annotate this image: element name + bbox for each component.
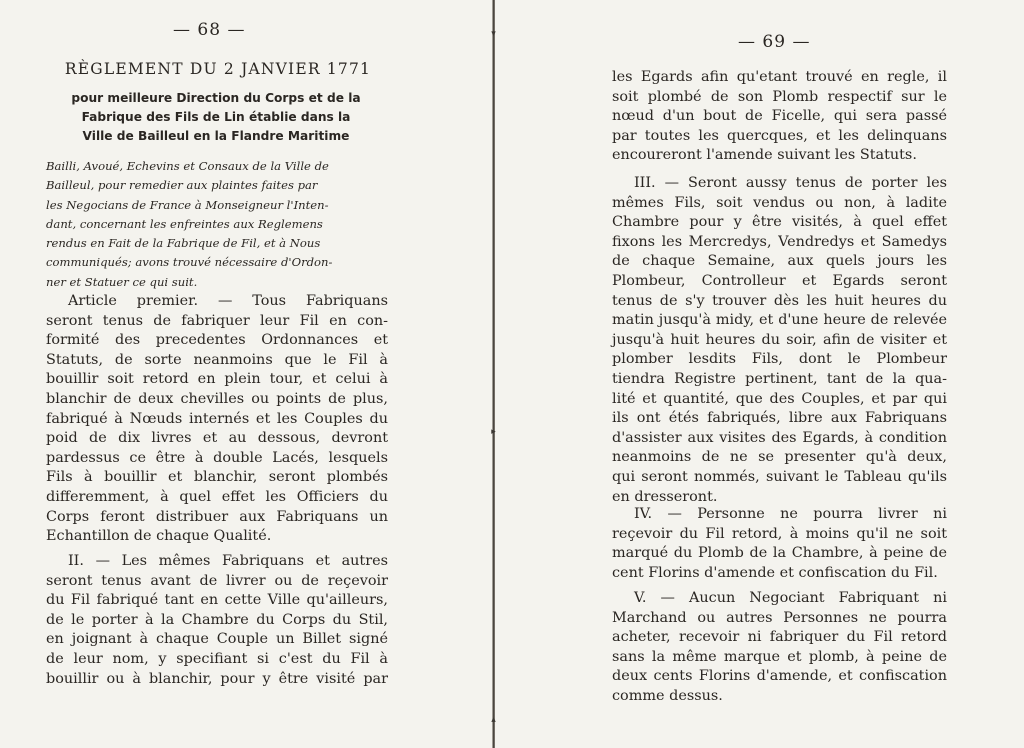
article-line: par toutes les quercques, et les delinquans	[612, 127, 947, 144]
binding-mark-bottom: ▴	[491, 715, 496, 725]
article-line: Article premier. — Tous Fabriquans	[68, 293, 388, 309]
article-line: differemment, à quel effet les Officiers du	[46, 488, 388, 505]
article-line: III. — Seront aussy tenus de porter les	[634, 175, 947, 191]
article-line: soit plombé de son Plomb respectif sur le	[612, 88, 947, 105]
article-line: seront tenus de fabriquer leur Fil en con-	[46, 312, 388, 329]
binding-mark-top: ▾	[491, 29, 496, 39]
article-line: poid de dix livres et au dessous, devront	[46, 430, 388, 447]
article-line: Echantillon de chaque Qualité.	[46, 528, 272, 545]
article-line: formité des precedentes Ordonnances et	[46, 332, 388, 349]
article-line: tiendra Registre pertinent, tant de la qua-	[612, 370, 947, 387]
preamble-line: ner et Statuer ce qui suit.	[46, 274, 198, 289]
right-page	[612, 0, 957, 748]
subtitle-line: Fabrique des Fils de Lin établie dans la	[81, 110, 351, 124]
article-line: de le porter à la Chambre du Corps du Stil,	[46, 611, 388, 628]
article-line: en dresseront.	[612, 488, 718, 505]
article-line: cent Florins d'amende et confiscation du Fil.	[612, 564, 938, 581]
page-number-left: — 68 —	[173, 20, 246, 40]
article-line: marqué du Plomb de la Chambre, à peine de	[612, 545, 947, 562]
article-line: de chaque Semaine, aux quels jours les	[612, 253, 947, 270]
article-line: lité et quantité, que des Couples, et par qui	[612, 390, 947, 407]
article-line: bouillir ou à blanchir, pour y être visité par	[46, 670, 388, 687]
article-line: Fils à bouillir et blanchir, seront plombés	[46, 469, 388, 486]
left-page	[40, 0, 392, 748]
article-line: Chambre pour y être visités, à quel effet	[612, 214, 947, 231]
article-line: Statuts, de sorte neanmoins que le Fil à	[46, 351, 388, 368]
preamble-line: Bailli, Avoué, Echevins et Consaux de la Ville de	[46, 159, 329, 173]
article-line: mêmes Fils, soit vendus ou non, à ladite	[612, 194, 947, 211]
article-line: de leur nom, y specifiant si c'est du Fil à	[46, 650, 388, 667]
article-line: seront tenus avant de livrer ou de reçevoir	[46, 572, 388, 589]
article-line: fabriqué à Nœuds internés et les Couples du	[46, 410, 388, 427]
article-line: neanmoins de ne se presenter qu'à deux,	[612, 449, 947, 466]
article-2	[46, 552, 388, 689]
article-line: V. — Aucun Negociant Fabriquant ni	[634, 590, 947, 606]
article-line: IV. — Personne ne pourra livrer ni	[634, 506, 947, 522]
book-gutter	[492, 0, 495, 748]
preamble-line: les Negocians de France à Monseigneur l'Inten-	[46, 197, 329, 212]
article-5	[612, 589, 947, 707]
subtitle-line: pour meilleure Direction du Corps et de la	[71, 91, 361, 105]
article-line: Plombeur, Controlleur et Egards seront	[612, 272, 947, 289]
article-line: comme dessus.	[612, 687, 723, 704]
article-line: reçevoir du Fil retord, à moins qu'il ne soit	[612, 525, 947, 542]
article-line: acheter, recevoir ni fabriquer du Fil retord	[612, 629, 947, 646]
article-line: nœud d'un bout de Ficelle, qui sera passé	[612, 108, 947, 125]
article-line: II. — Les mêmes Fabriquans et autres	[68, 553, 388, 569]
article-line: tenus de s'y trouver dès les huit heures du	[612, 292, 947, 309]
binding-mark-middle: ▸	[491, 427, 496, 437]
article-line: jusqu'à huit heures du soir, afin de visiter et	[612, 331, 947, 348]
article-line: blanchir de deux chevilles ou points de plus,	[46, 390, 388, 407]
article-line: plomber lesdits Fils, dont le Plombeur	[612, 351, 947, 368]
preamble-line: Bailleul, pour remedier aux plaintes faites par	[46, 178, 318, 193]
article-line: ils ont étés fabriqués, libre aux Fabriquans	[612, 410, 947, 427]
document-title: RÈGLEMENT DU 2 JANVIER 1771	[64, 60, 372, 78]
article-line: fixons les Mercredys, Vendredys et Samedys	[612, 233, 947, 250]
article-line: les Egards afin qu'etant trouvé en regle, il	[612, 69, 947, 85]
article-line: Corps feront distribuer aux Fabriquans un	[46, 508, 388, 525]
article-4	[612, 505, 947, 583]
article-premier	[46, 292, 388, 547]
article-line: du Fil fabriqué tant en cette Ville qu'ailleurs,	[46, 592, 388, 609]
article-line: qui seront nommés, suivant le Tableau qu'ils	[612, 468, 947, 485]
preamble-paragraph	[46, 157, 388, 292]
preamble-line: dant, concernant les enfreintes aux Reglemens	[46, 216, 323, 231]
preamble-line: communiqués; avons trouvé nécessaire d'Ordon-	[46, 255, 333, 270]
article-line: en joignant à chaque Couple un Billet signé	[46, 631, 388, 648]
article-line: sans la même marque et plomb, à peine de	[612, 648, 947, 665]
article-line: encoureront l'amende suivant les Statuts.	[612, 147, 917, 164]
preamble-line: rendus en Fait de la Fabrique de Fil, et à Nous	[46, 236, 321, 251]
page-number-right: — 69 —	[738, 32, 811, 52]
document-subtitle	[40, 89, 392, 146]
article-line: deux cents Florins d'amende, et confiscation	[612, 668, 947, 685]
article-line: bouillir soit retord en plein tour, et celui à	[46, 371, 388, 388]
subtitle-line: Ville de Bailleul en la Flandre Maritime	[82, 129, 350, 143]
article-3	[612, 174, 947, 507]
article-line: pardessus ce être à double Lacés, lesquels	[46, 449, 388, 466]
article-line: d'assister aux visites des Egards, à condition	[612, 429, 947, 446]
article-line: matin jusqu'à midy, et d'une heure de relevée	[612, 312, 947, 329]
article-2-continuation	[612, 68, 947, 166]
article-line: Marchand ou autres Personnes ne pourra	[612, 609, 947, 626]
